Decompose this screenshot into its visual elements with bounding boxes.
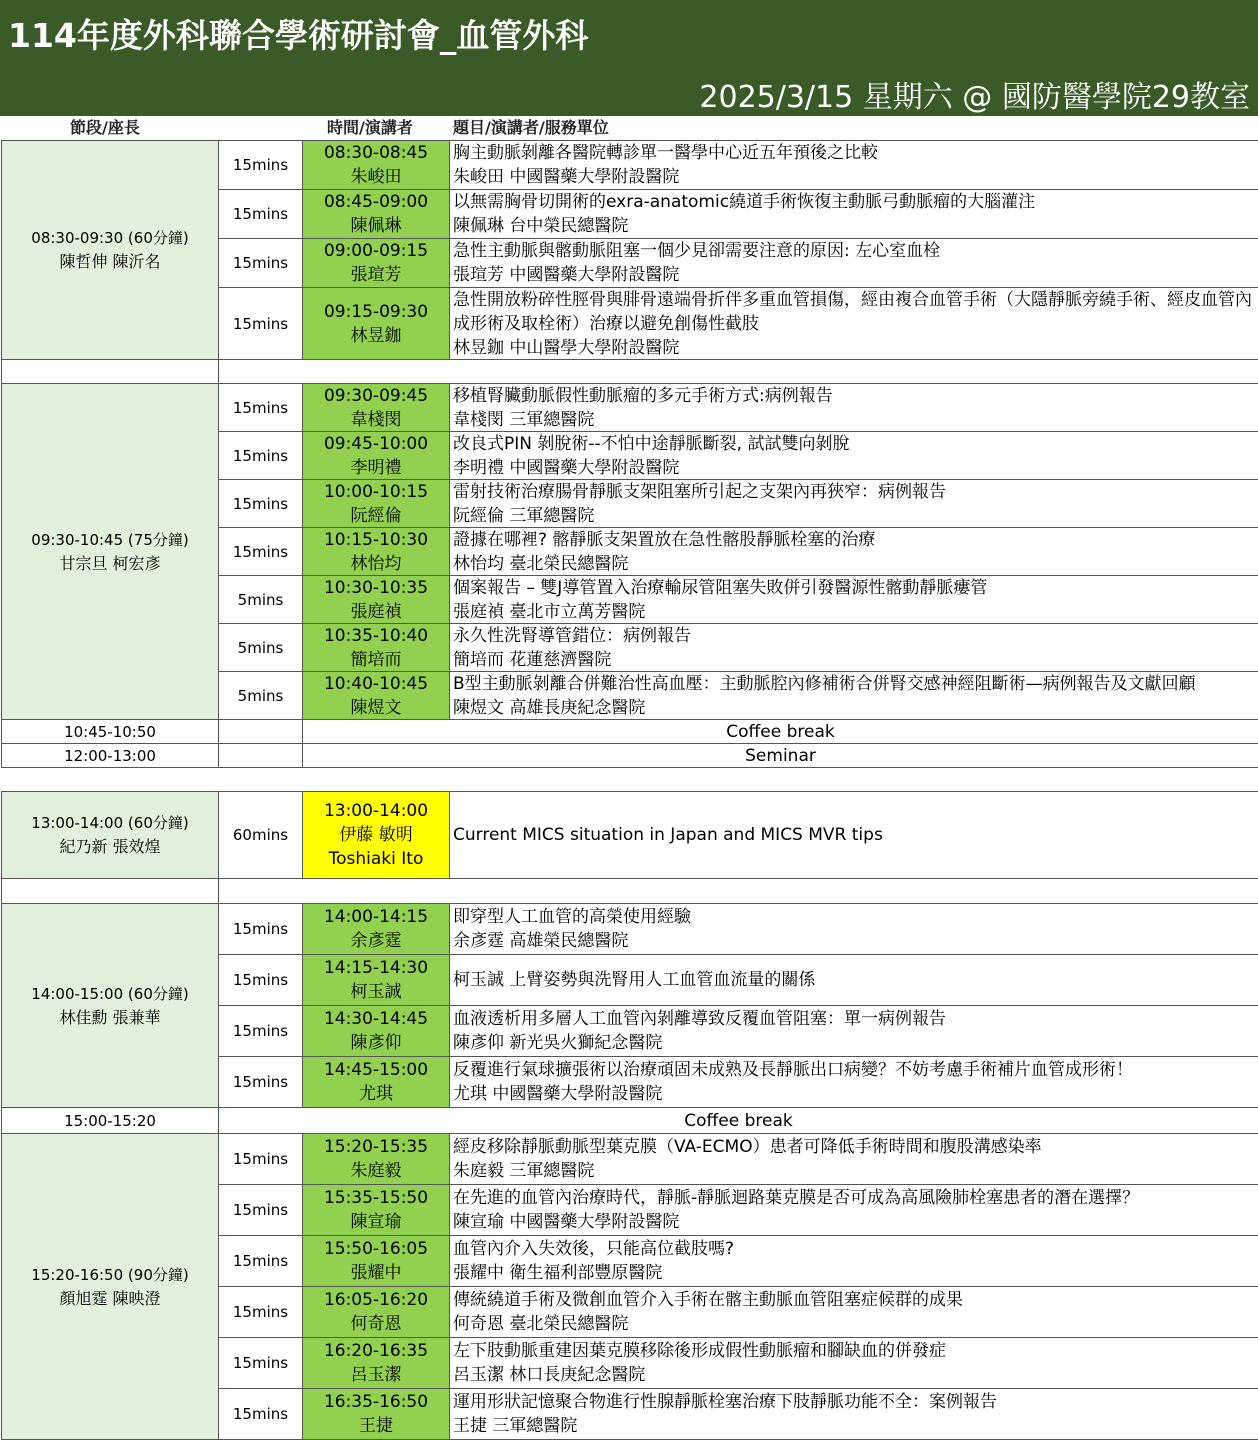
talk-affiliation: 李明禮 中國醫藥大學附設醫院 [453, 457, 680, 478]
talk-speaker: 阮經倫 [350, 505, 402, 526]
talk-time: 10:30-10:35 [323, 577, 429, 598]
talk-affiliation: 陳佩琳 台中榮民總醫院 [453, 216, 629, 236]
talk-title: 移植腎臟動脈假性動脈瘤的多元手術方式:病例報告 [453, 385, 833, 406]
topic-cell [449, 189, 1258, 239]
talk-affiliation: 林昱鉫 中山醫學大學附設醫院 [453, 337, 680, 358]
talk-duration: 5mins [237, 590, 284, 609]
topic-cell [449, 1005, 1258, 1057]
talk-speaker: 王捷 [359, 1416, 393, 1436]
session-time: 15:20-16:50 (90分鐘) [31, 1265, 189, 1284]
topic-cell [449, 1235, 1258, 1287]
talk-speaker-en: Toshiaki Ito [328, 849, 424, 869]
topic-cell [449, 623, 1258, 672]
topic-cell [449, 1388, 1258, 1440]
talk-title: 個案報告 – 雙J導管置入治療輸尿管阻塞失敗併引發醫源性髂動靜脈瘻管 [453, 577, 988, 598]
duration-cell [218, 1337, 303, 1389]
topic-cell [449, 238, 1258, 288]
talk-affiliation: 王捷 三軍總醫院 [453, 1416, 578, 1436]
talk-time: 08:30-08:45 [323, 143, 429, 163]
topic-cell [449, 140, 1258, 190]
break-time-cell [1, 743, 219, 768]
talk-duration: 15mins [232, 1201, 289, 1219]
talk-time: 14:45-15:00 [323, 1060, 429, 1080]
talk-speaker: 陳煜文 [350, 697, 402, 718]
talk-title: 血液透析用多層人工血管內剝離導致反覆血管阻塞：單一病例報告 [453, 1009, 946, 1029]
time-speaker-cell [302, 1005, 450, 1057]
col-header-topic: 題目/演講者/服務單位 [453, 118, 609, 137]
topic-cell [449, 287, 1258, 360]
spacer-cell [218, 878, 1258, 904]
duration-cell [218, 1056, 303, 1108]
talk-speaker: 陳宣瑜 [350, 1212, 402, 1232]
topic-cell [449, 1184, 1258, 1236]
time-speaker-cell [302, 287, 450, 360]
talk-title: Current MICS situation in Japan and MICS MVR tips [453, 825, 883, 845]
talk-affiliation: 林怡均 臺北榮民總醫院 [453, 553, 629, 574]
topic-cell [449, 383, 1258, 432]
talk-speaker: 陳彥仰 [350, 1033, 402, 1053]
talk-time: 16:35-16:50 [323, 1392, 429, 1412]
talk-title: 以無需胸骨切開術的exra-anatomic繞道手術恢復主動脈弓動脈瘤的大腦灌注 [453, 192, 1036, 212]
talk-speaker: 尤琪 [359, 1084, 393, 1104]
talk-title: 急性主動脈與髂動脈阻塞一個少見卻需要注意的原因: 左心室血栓 [453, 241, 941, 261]
talk-title: 證據在哪裡? 髂靜脈支架置放在急性髂股靜脈栓塞的治療 [453, 529, 876, 550]
talk-duration: 15mins [232, 314, 289, 333]
talk-affiliation: 呂玉潔 林口長庚紀念醫院 [453, 1365, 646, 1385]
topic-cell [449, 1286, 1258, 1338]
talk-speaker: 張耀中 [350, 1263, 402, 1283]
session-cell [1, 140, 219, 360]
talk-duration: 15mins [232, 1303, 289, 1321]
duration-cell [218, 623, 303, 672]
talk-affiliation: 余彥霆 高雄榮民總醫院 [453, 931, 629, 951]
header-banner [0, 0, 1258, 116]
talk-duration: 15mins [232, 494, 289, 513]
talk-duration: 15mins [232, 1405, 289, 1423]
session-cell [1, 383, 219, 720]
talk-time: 15:35-15:50 [323, 1188, 429, 1208]
talk-time: 15:20-15:35 [323, 1137, 429, 1157]
talk-time: 14:30-14:45 [323, 1009, 429, 1029]
time-speaker-cell [302, 1133, 450, 1185]
time-speaker-cell [302, 575, 450, 624]
duration-cell [218, 1388, 303, 1440]
session-cell [1, 1133, 219, 1440]
talk-title: 即穿型人工血管的高榮使用經驗 [453, 907, 691, 927]
session-chairs: 紀乃新 張效煌 [59, 837, 161, 856]
time-speaker-cell [302, 1337, 450, 1389]
talk-time: 14:00-14:15 [323, 907, 429, 927]
talk-speaker: 伊藤 敏明 [339, 825, 413, 845]
talk-speaker: 余彥霆 [350, 931, 402, 951]
talk-duration: 15mins [232, 254, 289, 272]
time-speaker-cell [302, 479, 450, 528]
duration-cell [218, 238, 303, 288]
break-empty-cell [218, 743, 303, 768]
topic-cell [449, 954, 1258, 1006]
talk-duration: 15mins [232, 205, 289, 223]
time-speaker-cell [302, 954, 450, 1006]
talk-speaker: 張庭禎 [350, 601, 402, 622]
talk-title: 改良式PIN 剝脫術--不怕中途靜脈斷裂, 試試雙向剝脫 [453, 433, 850, 454]
talk-title: 胸主動脈剝離各醫院轉診單一醫學中心近五年預後之比較 [453, 143, 878, 163]
time-speaker-cell [302, 791, 450, 879]
talk-duration: 60mins [232, 826, 289, 844]
talk-affiliation: 何奇恩 臺北榮民總醫院 [453, 1314, 629, 1334]
col-header-time: 時間/演講者 [327, 118, 413, 137]
page-title: 114年度外科聯合學術研討會_血管外科 [8, 16, 589, 55]
session-cell [1, 903, 219, 1108]
talk-duration: 15mins [232, 1354, 289, 1372]
time-speaker-cell [302, 671, 450, 720]
session-time: 14:00-15:00 (60分鐘) [31, 984, 189, 1003]
break-time: 10:45-10:50 [64, 722, 156, 741]
talk-speaker: 韋棧閔 [350, 409, 402, 430]
duration-cell [218, 1005, 303, 1057]
talk-duration: 15mins [232, 971, 289, 989]
talk-affiliation: 張瑄芳 中國醫藥大學附設醫院 [453, 265, 680, 285]
talk-affiliation: 朱峻田 中國醫藥大學附設醫院 [453, 167, 680, 187]
talk-title: 永久性洗腎導管錯位：病例報告 [453, 625, 691, 646]
break-time: 12:00-13:00 [64, 746, 156, 765]
topic-cell [449, 1337, 1258, 1389]
session-chairs: 顏旭霆 陳映澄 [59, 1288, 161, 1308]
time-speaker-cell [302, 623, 450, 672]
time-speaker-cell [302, 1184, 450, 1236]
talk-title: 左下肢動脈重建因葉克膜移除後形成假性動脈瘤和腳缺血的併發症 [453, 1341, 946, 1361]
duration-cell [218, 903, 303, 955]
spacer-cell [1, 878, 219, 904]
talk-title: 經皮移除靜脈動脈型葉克膜（VA-ECMO）患者可降低手術時間和腹股溝感染率 [453, 1137, 1042, 1157]
talk-speaker: 簡培而 [350, 649, 402, 670]
duration-cell [218, 1235, 303, 1287]
talk-speaker: 張瑄芳 [350, 265, 402, 285]
time-speaker-cell [302, 189, 450, 239]
time-speaker-cell [302, 1286, 450, 1338]
time-speaker-cell [302, 1388, 450, 1440]
talk-title: B型主動脈剝離合併難治性高血壓：主動脈腔內修補術合併腎交感神經阻斷術—病例報告及文獻回顧 [453, 673, 1196, 694]
duration-cell [218, 431, 303, 480]
talk-affiliation: 張耀中 衛生福利部豐原醫院 [453, 1263, 663, 1283]
talk-time: 15:50-16:05 [323, 1239, 429, 1259]
time-speaker-cell [302, 238, 450, 288]
time-speaker-cell [302, 1056, 450, 1108]
time-speaker-cell [302, 1235, 450, 1287]
duration-cell [218, 383, 303, 432]
duration-cell [218, 954, 303, 1006]
break-empty-cell [218, 719, 303, 744]
break-label-cell [302, 743, 1258, 768]
talk-time: 08:45-09:00 [323, 192, 429, 212]
session-time: 09:30-10:45 (75分鐘) [31, 530, 189, 549]
talk-title: 在先進的血管內治療時代，靜脈-靜脈迴路葉克膜是否可成為高風險肺栓塞患者的潛在選擇？ [453, 1188, 1140, 1208]
talk-speaker: 朱庭毅 [350, 1161, 402, 1181]
talk-duration: 15mins [232, 1022, 289, 1040]
time-speaker-cell [302, 431, 450, 480]
talk-speaker: 陳佩琳 [350, 216, 402, 236]
break-time-cell [1, 719, 219, 744]
talk-duration: 5mins [237, 686, 284, 705]
break-label-cell [218, 1107, 1258, 1134]
break-time: 15:00-15:20 [64, 1111, 156, 1130]
talk-time: 13:00-14:00 [323, 801, 429, 821]
talk-affiliation: 尤琪 中國醫藥大學附設醫院 [453, 1084, 663, 1104]
talk-time: 10:15-10:30 [323, 529, 429, 550]
duration-cell [218, 479, 303, 528]
talk-time: 09:45-10:00 [323, 433, 429, 454]
session-time: 13:00-14:00 (60分鐘) [31, 814, 189, 832]
talk-title: 柯玉誠 上臂姿勢與洗腎用人工血管血流量的關係 [453, 970, 816, 990]
talk-speaker: 李明禮 [350, 457, 402, 478]
talk-affiliation: 簡培而 花蓮慈濟醫院 [453, 649, 612, 670]
topic-cell [449, 431, 1258, 480]
talk-time: 09:30-09:45 [323, 385, 429, 406]
duration-cell [218, 1184, 303, 1236]
talk-speaker: 何奇恩 [350, 1314, 402, 1334]
duration-cell [218, 575, 303, 624]
talk-affiliation: 陳彥仰 新光吳火獅紀念醫院 [453, 1033, 663, 1053]
break-time-cell [1, 1107, 219, 1134]
talk-title: 傳統繞道手術及微創血管介入手術在髂主動脈血管阻塞症候群的成果 [453, 1290, 963, 1310]
talk-duration: 15mins [232, 156, 289, 174]
break-label: Coffee break [684, 1110, 793, 1131]
talk-duration: 15mins [232, 1073, 289, 1091]
talk-speaker: 朱峻田 [350, 167, 402, 187]
session-time: 08:30-09:30 (60分鐘) [31, 229, 189, 247]
duration-cell [218, 527, 303, 576]
session-cell [1, 791, 219, 879]
topic-cell [449, 671, 1258, 720]
talk-title: 急性開放粉碎性脛骨與腓骨遠端骨折伴多重血管損傷，經由複合血管手術（大隱靜脈旁繞手術、經皮血管內成形術及取栓術）治療以避免創傷性截肢 [453, 289, 1252, 334]
spacer-cell [1, 359, 219, 384]
talk-title: 反覆進行氣球擴張術以治療頑固未成熟及長靜脈出口病變？不妨考慮手術補片血管成形術！ [453, 1060, 1133, 1080]
talk-time: 16:05-16:20 [323, 1290, 429, 1310]
date-venue: 2025/3/15 星期六 @ 國防醫學院29教室 [699, 80, 1250, 115]
talk-time: 09:15-09:30 [323, 301, 429, 322]
col-header-session: 節段/座長 [70, 118, 140, 137]
session-chairs: 甘宗旦 柯宏彥 [59, 553, 161, 573]
duration-cell [218, 189, 303, 239]
break-label-cell [302, 719, 1258, 744]
topic-cell [449, 903, 1258, 955]
talk-duration: 15mins [232, 446, 289, 465]
talk-affiliation: 阮經倫 三軍總醫院 [453, 505, 595, 526]
talk-speaker: 呂玉潔 [350, 1365, 402, 1385]
talk-time: 10:35-10:40 [323, 625, 429, 646]
session-chairs: 陳哲伸 陳沂名 [59, 252, 161, 271]
duration-cell [218, 140, 303, 190]
talk-duration: 15mins [232, 1150, 289, 1168]
topic-cell [449, 479, 1258, 528]
time-speaker-cell [302, 903, 450, 955]
time-speaker-cell [302, 140, 450, 190]
talk-speaker: 林怡均 [350, 553, 402, 574]
talk-duration: 15mins [232, 542, 289, 561]
talk-affiliation: 陳宣瑜 中國醫藥大學附設醫院 [453, 1212, 680, 1232]
topic-cell [449, 1133, 1258, 1185]
break-label: Coffee break [726, 721, 835, 742]
talk-title: 運用形狀記憶聚合物進行性腺靜脈栓塞治療下肢靜脈功能不全：案例報告 [453, 1392, 997, 1412]
talk-affiliation: 朱庭毅 三軍總醫院 [453, 1161, 595, 1181]
topic-cell [449, 527, 1258, 576]
topic-cell [449, 575, 1258, 624]
session-chairs: 林佳勳 張兼華 [59, 1007, 161, 1027]
talk-time: 09:00-09:15 [323, 241, 429, 261]
topic-cell [449, 791, 1258, 879]
talk-duration: 5mins [237, 638, 284, 657]
talk-duration: 15mins [232, 920, 289, 938]
spacer-cell [218, 359, 1258, 384]
talk-title: 血管內介入失效後，只能高位截肢嗎? [453, 1239, 735, 1259]
duration-cell [218, 1286, 303, 1338]
duration-cell [218, 791, 303, 879]
time-speaker-cell [302, 383, 450, 432]
talk-time: 10:00-10:15 [323, 481, 429, 502]
talk-affiliation: 陳煜文 高雄長庚紀念醫院 [453, 697, 646, 718]
talk-duration: 15mins [232, 398, 289, 417]
talk-time: 16:20-16:35 [323, 1341, 429, 1361]
talk-affiliation: 張庭禎 臺北市立萬芳醫院 [453, 601, 646, 622]
topic-cell [449, 1056, 1258, 1108]
break-label: Seminar [745, 745, 816, 766]
talk-time: 10:40-10:45 [323, 673, 429, 694]
talk-title: 雷射技術治療腸骨靜脈支架阻塞所引起之支架內再狹窄：病例報告 [453, 481, 946, 502]
talk-affiliation: 韋棧閔 三軍總醫院 [453, 409, 595, 430]
talk-duration: 15mins [232, 1252, 289, 1270]
duration-cell [218, 1133, 303, 1185]
duration-cell [218, 287, 303, 360]
time-speaker-cell [302, 527, 450, 576]
duration-cell [218, 671, 303, 720]
talk-time: 14:15-14:30 [323, 958, 429, 978]
talk-speaker: 柯玉誠 [350, 982, 402, 1002]
talk-speaker: 林昱鉫 [350, 325, 402, 346]
